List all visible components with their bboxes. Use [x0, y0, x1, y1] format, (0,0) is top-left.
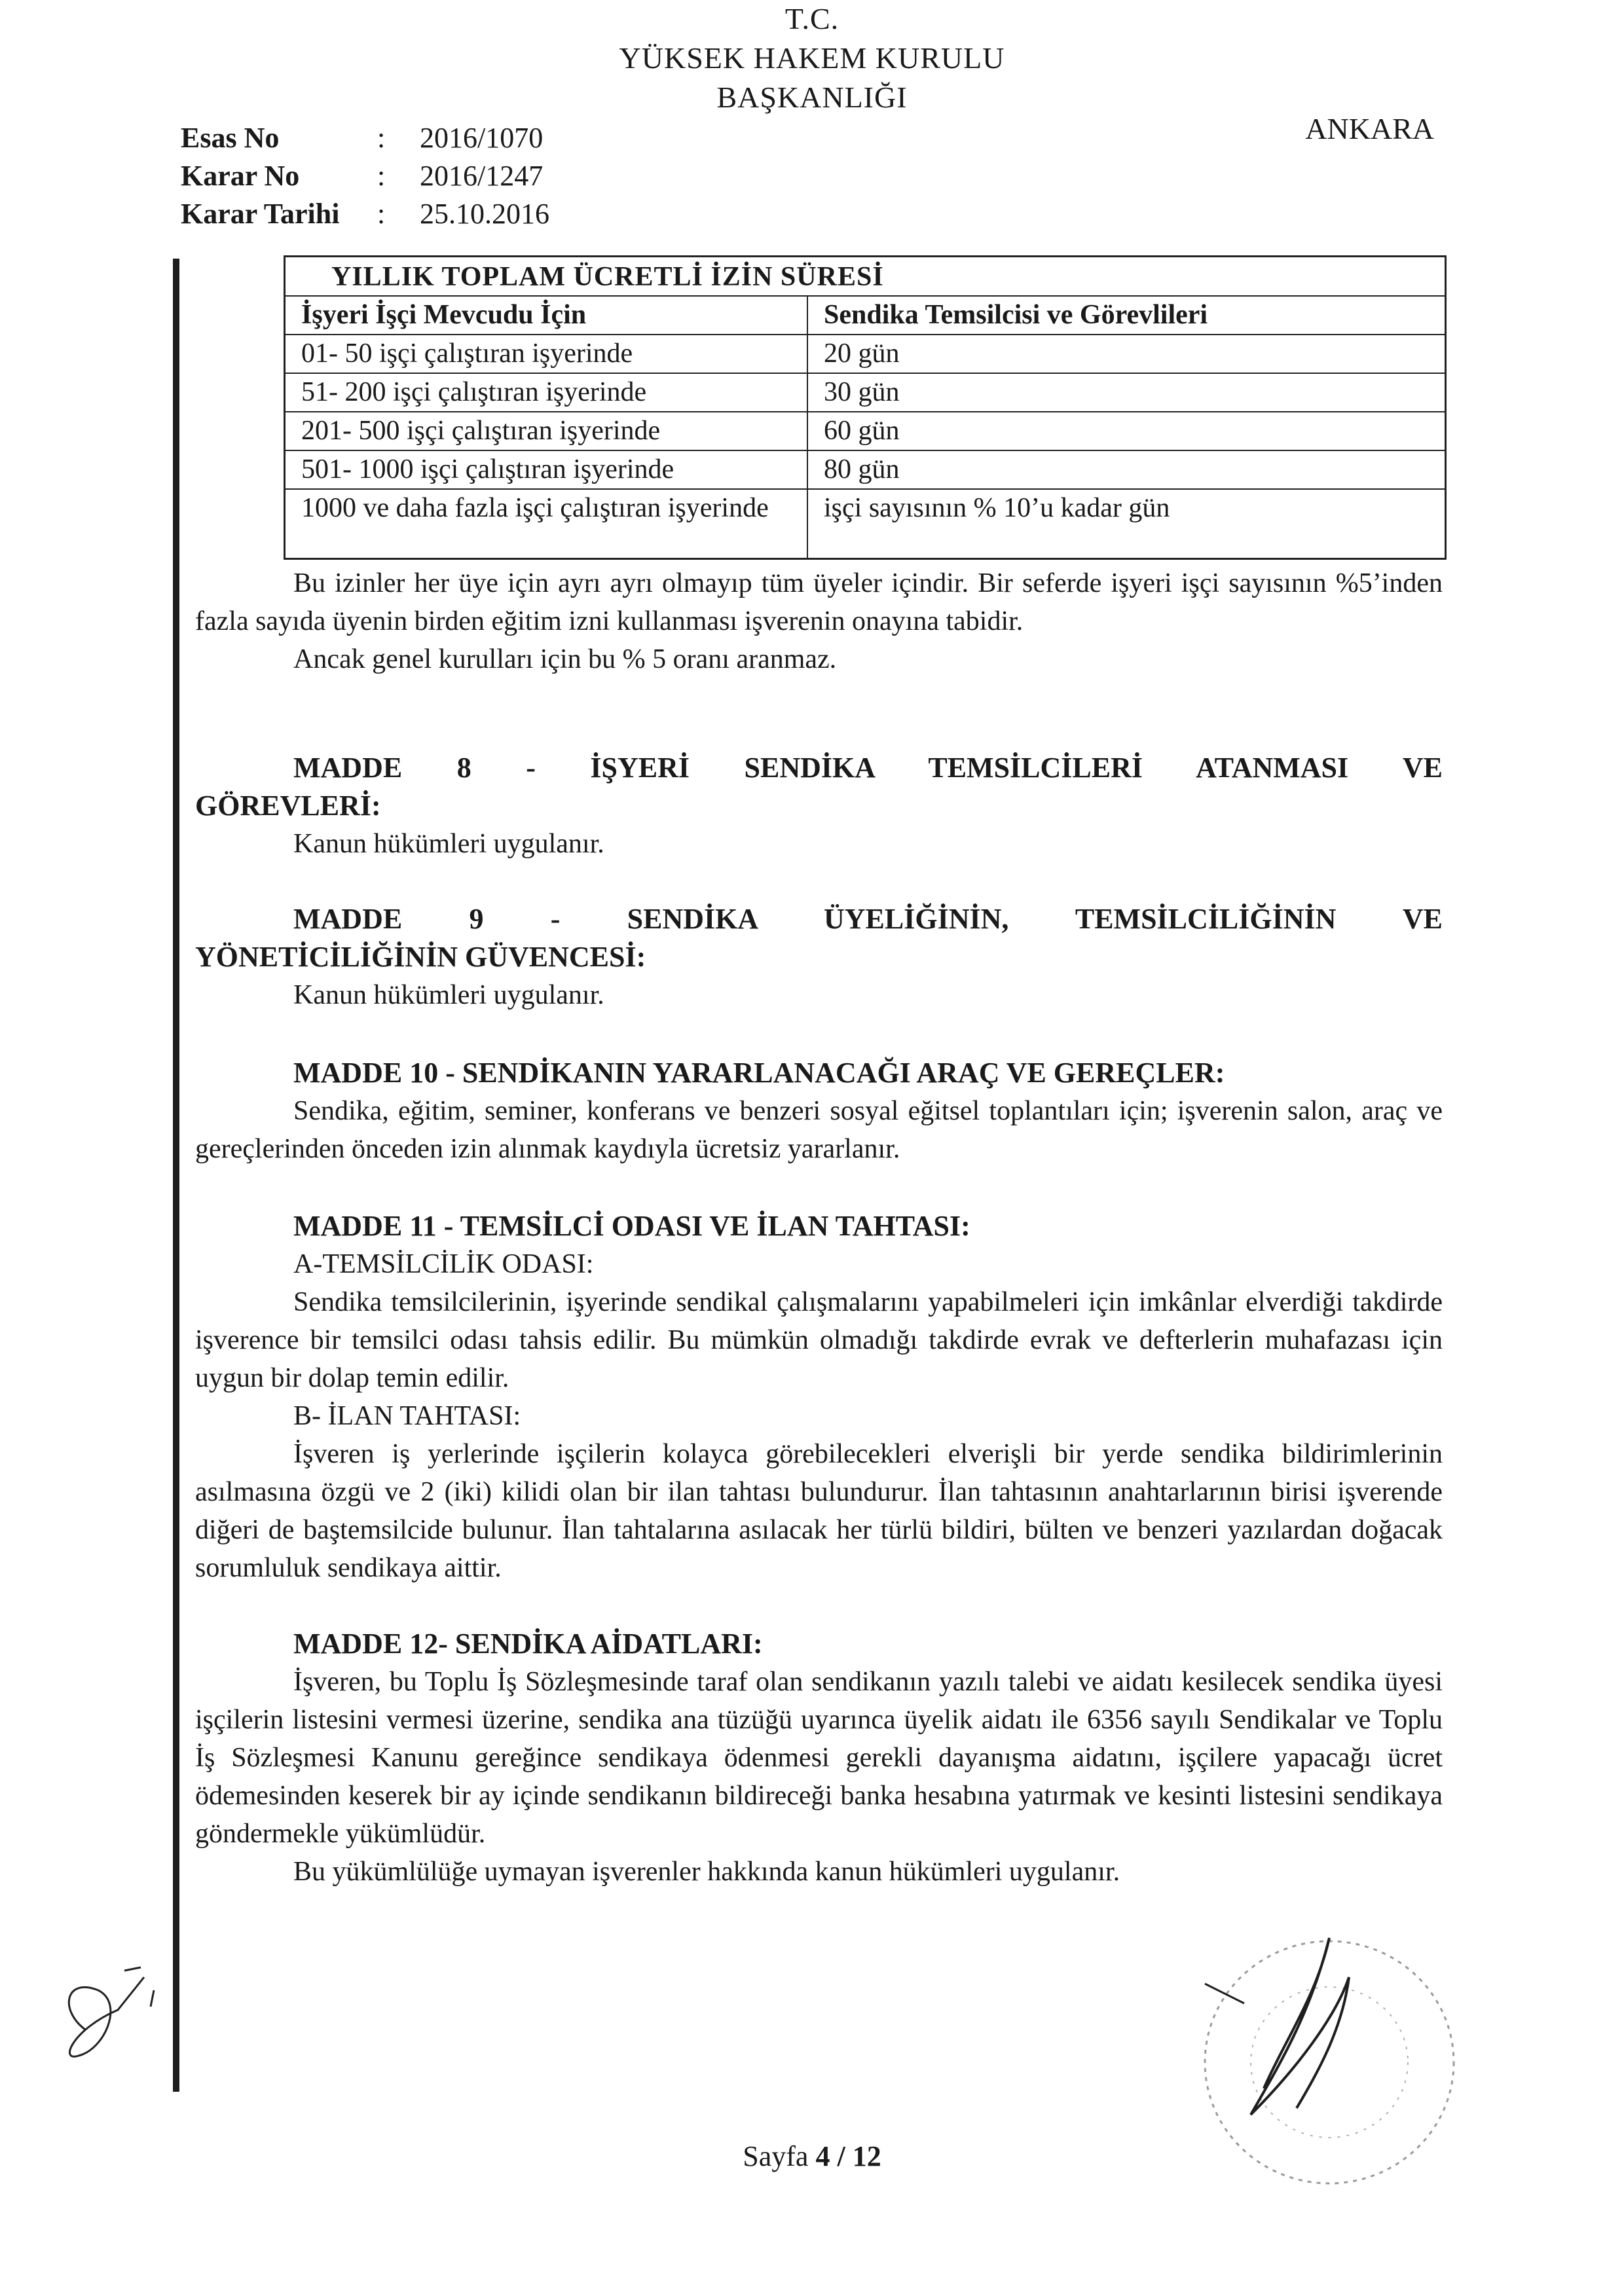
paragraph: Bu yükümlülüğe uymayan işverenler hakkında kanun hükümleri uygulanır.: [293, 1857, 1120, 1887]
left-margin-rule: [173, 259, 179, 2092]
article-11: [195, 1207, 1443, 1587]
paragraph: İşveren, bu Toplu İş Sözleşmesinde taraf olan sendikanın yazılı talebi ve aidatı kesilecek sendika üyesi işçilerin listesini vermesi üzerine, sendika ana tüzüğü uyarınca üyelik aidatı ile 6356 sayılı Sendikalar ve Toplu İş Sözleşmesi Kanunu gereğince sendikaya ödenmesi gerekli dayanışma aidatını, işçilere yapacağı ücret ödemesinden keserek bir ay içinde sendikanın bildireceği banka hesabına yatırmak ve kesinti listesini sendikaya göndermekle yükümlüdür.: [195, 1667, 1443, 1849]
esas-value: 2016/1070: [420, 122, 544, 154]
table-cell: işçi sayısının % 10’u kadar gün: [824, 493, 1170, 523]
subsection-title: B- İLAN TAHTASI:: [293, 1401, 521, 1431]
table-header-row: [286, 297, 1445, 335]
header-presidency: BAŞKANLIĞI: [716, 81, 908, 114]
initials-signature-icon: [46, 1951, 177, 2075]
table-cell: 20 gün: [824, 338, 900, 369]
article-heading: MADDE 10 - SENDİKANIN YARARLANACAĞI ARAÇ VE GEREÇLER:: [293, 1057, 1225, 1089]
article-heading: MADDE 12- SENDİKA AİDATLARI:: [293, 1628, 763, 1660]
table-title: YILLIK TOPLAM ÜCRETLİ İZİN SÜRESİ: [286, 257, 1445, 297]
case-meta: [181, 119, 549, 233]
paragraph: Kanun hükümleri uygulanır.: [293, 980, 604, 1010]
table-row: [286, 451, 1445, 490]
article-heading-cont: YÖNETİCİLİĞİNİN GÜVENCESİ:: [195, 941, 646, 973]
karar-value: 2016/1247: [420, 160, 544, 192]
table-cell: 60 gün: [824, 416, 900, 446]
leave-table: [284, 255, 1447, 560]
table-header-cell: Sendika Temsilcisi ve Görevlileri: [824, 300, 1208, 330]
page-label: Sayfa: [743, 2140, 816, 2172]
karar-label: Karar No: [181, 160, 300, 192]
table-row: [286, 412, 1445, 451]
header-tc: T.C.: [784, 2, 840, 35]
table-cell: 30 gün: [824, 377, 900, 407]
paragraph: Kanun hükümleri uygulanır.: [293, 829, 604, 859]
article-8: [195, 749, 1443, 863]
table-cell: 501- 1000 işçi çalıştıran işyerinde: [286, 451, 808, 488]
article-heading: MADDE 9 - SENDİKA ÜYELİĞİNİN, TEMSİLCİLİĞİNİN VE: [293, 903, 1443, 935]
article-heading-cont: GÖREVLERİ:: [195, 790, 381, 822]
table-cell: 51- 200 işçi çalıştıran işyerinde: [286, 374, 808, 411]
esas-label: Esas No: [181, 122, 280, 154]
header-institution: YÜKSEK HAKEM KURULU: [619, 41, 1005, 75]
tarih-label: Karar Tarihi: [181, 198, 340, 230]
paragraph: Bu izinler her üye için ayrı ayrı olmayıp tüm üyeler içindir. Bir seferde işyeri işçi sayısının %5’inden fazla sayıda üyenin birden eğitim izni kullanması işverenin onayına tabidir.: [195, 568, 1443, 636]
page-footer: [0, 2140, 1624, 2173]
paragraph: Ancak genel kurulları için bu % 5 oranı aranmaz.: [293, 644, 837, 674]
tarih-value: 25.10.2016: [420, 198, 549, 230]
subsection-title: A-TEMSİLCİLİK ODASI:: [293, 1249, 594, 1279]
article-heading: MADDE 8 - İŞYERİ SENDİKA TEMSİLCİLERİ ATANMASI VE: [293, 752, 1443, 784]
article-12: [195, 1625, 1443, 1891]
city-label: ANKARA: [1305, 112, 1434, 145]
page-number: 4 / 12: [815, 2140, 881, 2172]
paragraph: Sendika temsilcilerinin, işyerinde sendikal çalışmalarını yapabilmeleri için imkânlar elverdiği takdirde işverence bir temsilci odası tahsis edilir. Bu mümkün olmadığı takdirde evrak ve defterlerin muhafazası için uygun bir dolap temin edilir.: [195, 1287, 1443, 1393]
separator: :: [377, 122, 386, 154]
separator: :: [377, 198, 386, 230]
article-10: [195, 1054, 1443, 1168]
table-header-cell: İşyeri İşçi Mevcudu İçin: [286, 297, 808, 334]
article-9: [195, 900, 1443, 1014]
article-heading: MADDE 11 - TEMSİLCİ ODASI VE İLAN TAHTASI:: [293, 1210, 970, 1242]
table-cell: 1000 ve daha fazla işçi çalıştıran işyerinde: [286, 490, 808, 558]
separator: :: [377, 160, 386, 192]
table-cell: 80 gün: [824, 454, 900, 484]
table-row: [286, 374, 1445, 412]
table-row: [286, 335, 1445, 374]
paragraph: İşveren iş yerlerinde işçilerin kolayca görebilecekleri elverişli bir yerde sendika bildirimlerinin asılmasına özgü ve 2 (iki) kilidi olan bir ilan tahtası bulundurur. İlan tahtasının anahtarlarının birisi işverende diğeri de baştemsilcide bulunur. İlan tahtalarına asılacak her türlü bildiri, bülten ve benzeri yazılardan doğacak sorumluluk sendikaya aittir.: [195, 1439, 1443, 1583]
table-cell: 01- 50 işçi çalıştıran işyerinde: [286, 335, 808, 373]
document-body: [195, 564, 1443, 678]
table-cell: 201- 500 işçi çalıştıran işyerinde: [286, 412, 808, 450]
table-row: [286, 490, 1445, 558]
paragraph: Sendika, eğitim, seminer, konferans ve benzeri sosyal eğitsel toplantıları için; işverenin salon, araç ve gereçlerinden önceden izin alınmak kaydıyla ücretsiz yararlanır.: [195, 1096, 1443, 1164]
